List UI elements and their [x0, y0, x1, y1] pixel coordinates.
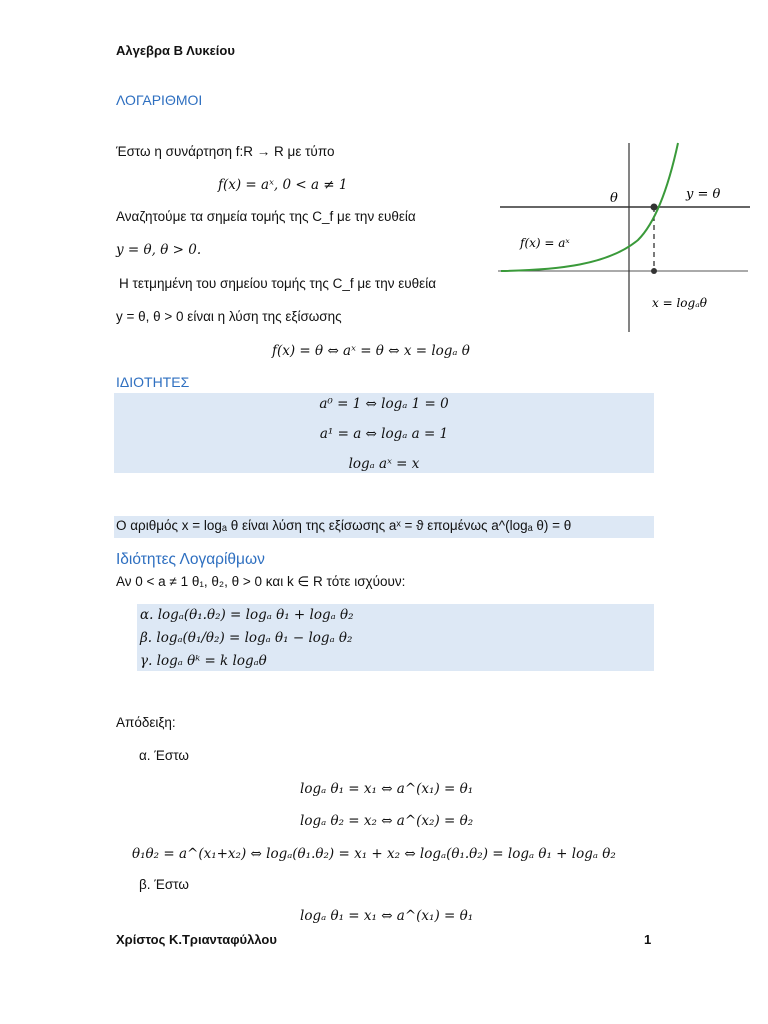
- formula-solution: f(x) = θ ⇔ aˣ = θ ⇔ x = logₐ θ: [272, 343, 470, 359]
- formula-exponential: f(x) = aˣ, 0 < a ≠ 1: [218, 177, 348, 193]
- page-number: 1: [644, 932, 652, 947]
- footer-author: Χρίστος Κ.Τριανταφύλλου: [116, 932, 277, 947]
- text-line-3: y = θ, θ > 0.: [116, 242, 202, 258]
- exponential-graph: [498, 140, 752, 334]
- property-2: a¹ = a ⇔ logₐ a = 1: [319, 426, 449, 442]
- property-3: logₐ aˣ = x: [348, 456, 420, 472]
- page-header: Αλγεβρα Β Λυκείου: [116, 43, 235, 58]
- property-1: a⁰ = 1 ⇔ logₐ 1 = 0: [319, 396, 449, 412]
- rule-beta: β. logₐ(θ₁/θ₂) = logₐ θ₁ − logₐ θ₂: [140, 630, 353, 646]
- condition-text: Αν 0 < a ≠ 1 θ₁, θ₂, θ > 0 και k ∈ R τότε ισχύουν:: [116, 574, 406, 589]
- intersection-point: [651, 204, 658, 211]
- text-line-4: Η τετμημένη του σημείου τομής της C_f με την ευθεία: [119, 276, 437, 291]
- proof-a-line-1: logₐ θ₁ = x₁ ⇔ a^(x₁) = θ₁: [300, 781, 474, 797]
- graph-label-line: y = θ: [686, 187, 721, 202]
- graph-label-theta: θ: [610, 191, 618, 206]
- proof-title: Απόδειξη:: [116, 715, 176, 730]
- proof-a-label: α. Έστω: [139, 748, 189, 763]
- text-line-1: Έστω η συνάρτηση f:R → R με τύπο: [116, 144, 335, 159]
- proof-b-line-1: logₐ θ₁ = x₁ ⇔ a^(x₁) = θ₁: [300, 908, 474, 924]
- x-intercept-point: [651, 268, 657, 274]
- text-line-2: Αναζητούμε τα σημεία τομής της C_f με την ευθεία: [116, 209, 416, 224]
- section-title-logarithms: ΛΟΓΑΡΙΘΜΟΙ: [116, 92, 203, 108]
- section-title-log-properties: Ιδιότητες Λογαρίθμων: [116, 551, 265, 568]
- rule-alpha: α. logₐ(θ₁.θ₂) = logₐ θ₁ + logₐ θ₂: [140, 607, 354, 623]
- section-title-properties: ΙΔΙΟΤΗΤΕΣ: [116, 374, 190, 390]
- graph-label-x: x = logₐθ: [652, 296, 707, 310]
- rule-gamma: γ. logₐ θᵏ = k logₐθ: [140, 653, 267, 669]
- text-line-5: y = θ, θ > 0 είναι η λύση της εξίσωσης: [116, 309, 342, 324]
- proof-a-line-3: θ₁θ₂ = a^(x₁+x₂) ⇔ logₐ(θ₁.θ₂) = x₁ + x₂ ⇔ logₐ(θ₁.θ₂) = logₐ θ₁ + logₐ θ₂: [132, 846, 616, 862]
- proof-b-label: β. Έστω: [139, 877, 189, 892]
- proof-a-line-2: logₐ θ₂ = x₂ ⇔ a^(x₂) = θ₂: [300, 813, 474, 829]
- note-text: Ο αριθμός x = logₐ θ είναι λύση της εξίσωσης aˣ = ϑ επομένως a^(logₐ θ) = θ: [116, 518, 572, 533]
- graph-label-function: f(x) = aˣ: [520, 236, 570, 250]
